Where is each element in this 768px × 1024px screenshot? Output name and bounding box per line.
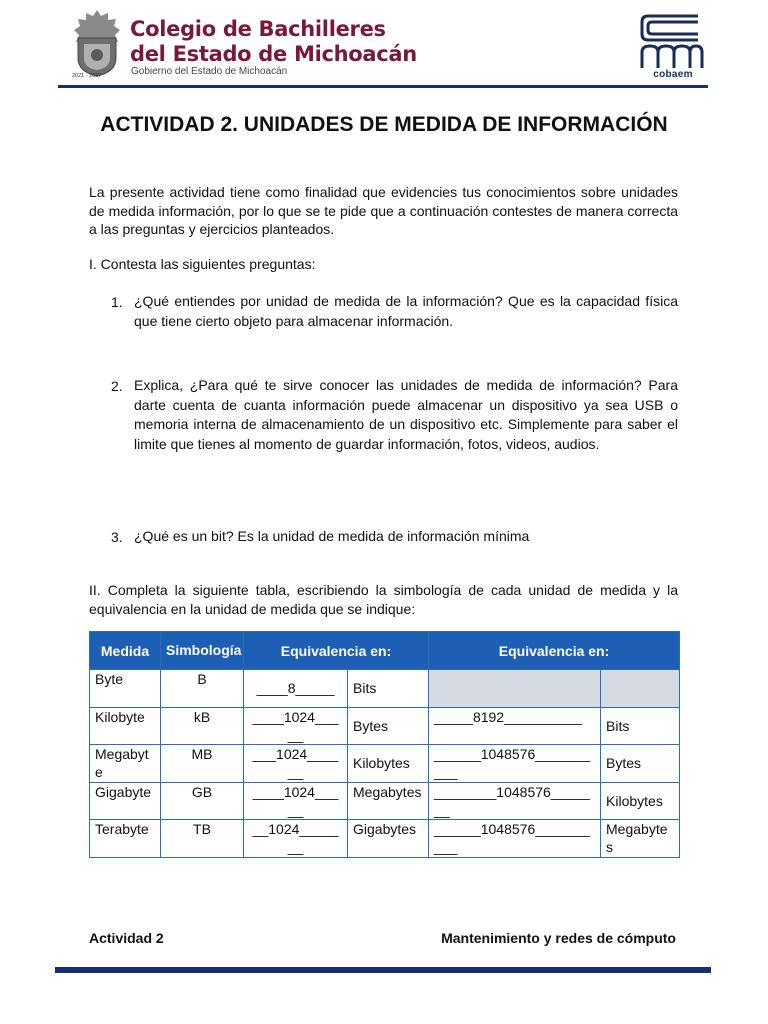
table-row [90,820,680,858]
cell-eq2-unit: Kilobytes [601,782,680,820]
question-3-number: 3. [111,529,123,545]
cell-eq2-value: ________1048576_______ [429,782,601,820]
table-row [90,707,680,745]
units-table [89,631,680,858]
institution-name-line1: Colegio de Bachilleres [130,17,386,41]
cell-eq2-unit: Bits [601,707,680,745]
footer-activity: Actividad 2 [89,930,164,946]
section-2-heading: II. Completa la siguiente tabla, escribiendo la simbología de cada unidad de medida y la equivalencia en la unidad de medida que se indique: [89,582,678,617]
question-2-text: Explica, ¿Para qué te sirve conocer las unidades de medida de información? Para darte cuenta de cuanta información puede almacenar un dispositivo ya sea USB o memoria interna de almacenamiento de un dispositivo etc. Simplemente para saber el limite que tienes al momento de guardar información, fotos, videos, audios. [134,377,678,452]
cell-simbolo: kB [161,707,244,745]
page-title: ACTIVIDAD 2. UNIDADES DE MEDIDA DE INFORMACIÓN [100,113,668,136]
cell-simbolo: MB [161,745,244,783]
table-row [90,745,680,783]
cell-medida: Kilobyte [90,707,161,745]
cell-medida: Byte [90,670,161,708]
cell-medida: Megabyte [90,745,161,783]
cell-eq1-unit: Kilobytes [348,745,429,783]
cell-eq2-value: _____8192__________ [429,707,601,745]
header-medida: Medida [90,632,161,670]
cell-medida: Terabyte [90,820,161,858]
question-2-number: 2. [111,378,123,394]
header-simbologia: Simbología [161,632,244,670]
institution-name-line2: del Estado de Michoacán [130,42,417,66]
cell-simbolo: TB [161,820,244,858]
cell-eq2-value: ______1048576__________ [429,745,601,783]
cell-eq2-value [429,670,601,708]
cobaem-logo [638,12,706,76]
cell-eq1-value: ____1024_____ [244,707,348,745]
cell-eq2-unit: Megabytes [601,820,680,858]
cell-simbolo: B [161,670,244,708]
footer-course: Mantenimiento y redes de cómputo [441,930,676,946]
question-3-text: ¿Qué es un bit? Es la unidad de medida de información mínima [134,528,530,544]
intro-paragraph: La presente actividad tiene como finalidad que evidencies tus conocimientos sobre unidades de medida información, por lo que se te pide que a continuación contestes de manera correcta a las preguntas y ejercicios planteados. [89,184,678,237]
cell-eq1-unit: Gigabytes [348,820,429,858]
table-row [90,782,680,820]
cell-eq2-unit: Bytes [601,745,680,783]
question-1-number: 1. [111,294,123,310]
cell-eq1-value: __1024_______ [244,820,348,858]
cobaem-logo-text: cobaem [653,69,693,80]
cell-eq1-value: ____1024_____ [244,782,348,820]
header-equivalencia-2: Equivalencia en: [429,632,680,670]
cell-eq1-value: ____8_____ [244,670,348,708]
cell-simbolo: GB [161,782,244,820]
header-equivalencia-1: Equivalencia en: [244,632,429,670]
state-seal-logo [70,8,124,82]
government-subtitle: Gobierno del Estado de Michoacán [131,66,288,77]
section-1-heading: I. Contesta las siguientes preguntas: [89,256,316,272]
cell-eq2-value: ______1048576__________ [429,820,601,858]
cell-eq2-unit [601,670,680,708]
footer-divider [55,967,711,973]
cell-eq1-unit: Bits [348,670,429,708]
cell-eq1-unit: Megabytes [348,782,429,820]
cell-eq1-value: ___1024______ [244,745,348,783]
table-row [90,670,680,708]
cell-eq1-unit: Bytes [348,707,429,745]
question-1-text: ¿Qué entiendes por unidad de medida de la información? Que es la capacidad física que tiene cierto objeto para almacenar información. [134,293,678,329]
cell-medida: Gigabyte [90,782,161,820]
header-divider [58,85,708,88]
seal-years: 2021 - 2027 [72,73,102,79]
